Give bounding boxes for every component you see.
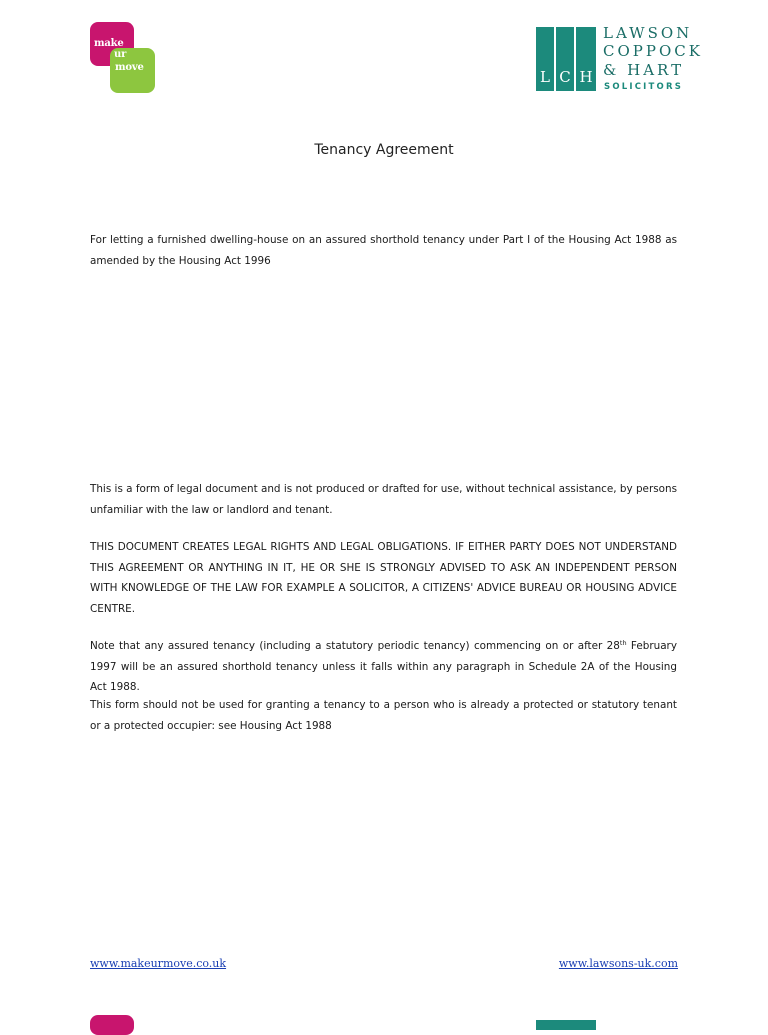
intro-paragraph: For letting a furnished dwelling-house on an assured shorthold tenancy under Part I of the Housing Act 1988 as amended by the Housing Act 1996 <box>90 234 677 267</box>
document-title: Tenancy Agreement <box>314 142 454 158</box>
note-text-after: February 1997 will be an assured shorthold tenancy unless it falls within any paragraph in Schedule 2A of the Housing Act 1988. <box>90 640 677 693</box>
warning-paragraph: THIS DOCUMENT CREATES LEGAL RIGHTS AND LEGAL OBLIGATIONS. IF EITHER PARTY DOES NOT UNDERSTAND THIS AGREEMENT OR ANYTHING IN IT, HE OR SHE IS STRONGLY ADVISED TO ASK AN INDEPENDENT PERSON WITH KNOWLEDGE OF THE LAW FOR EXAMPLE A SOLICITOR, A CITIZENS' ADVICE BUREAU OR HOUSING ADVICE CENTRE. <box>90 541 677 615</box>
logo-text-move: move <box>115 62 144 73</box>
next-page-pink-logo <box>90 1015 134 1035</box>
lch-name-coppock: COPPOCK <box>603 42 703 60</box>
note-superscript: th <box>619 639 627 647</box>
makeurmove-link[interactable]: www.makeurmove.co.uk <box>90 957 227 970</box>
legal-notice-paragraph: This is a form of legal document and is not produced or drafted for use, without technical assistance, by persons unfamiliar with the law or landlord and tenant. <box>90 483 677 516</box>
makeurmove-logo <box>90 22 156 94</box>
assured-tenancy-note <box>90 636 677 698</box>
lch-name-lawson: LAWSON <box>603 24 693 42</box>
lch-letter-c: C <box>556 27 574 91</box>
logo-text-ur: ur <box>114 49 127 60</box>
lch-letter-h: H <box>576 27 596 91</box>
lawsons-link[interactable]: www.lawsons-uk.com <box>558 957 678 970</box>
protected-tenant-paragraph: This form should not be used for granting a tenancy to a person who is already a protected or statutory tenant or a protected occupier: see Housing Act 1988 <box>90 699 677 732</box>
lch-name-hart: & HART <box>603 61 685 79</box>
next-page-lch-bar <box>536 1020 596 1030</box>
note-text-before: Note that any assured tenancy (including a statutory periodic tenancy) commencing on or after 28 <box>90 640 620 652</box>
lch-letter-l: L <box>536 27 554 91</box>
logo-text-make: make <box>94 38 124 49</box>
lch-solicitors: SOLICITORS <box>604 82 684 92</box>
